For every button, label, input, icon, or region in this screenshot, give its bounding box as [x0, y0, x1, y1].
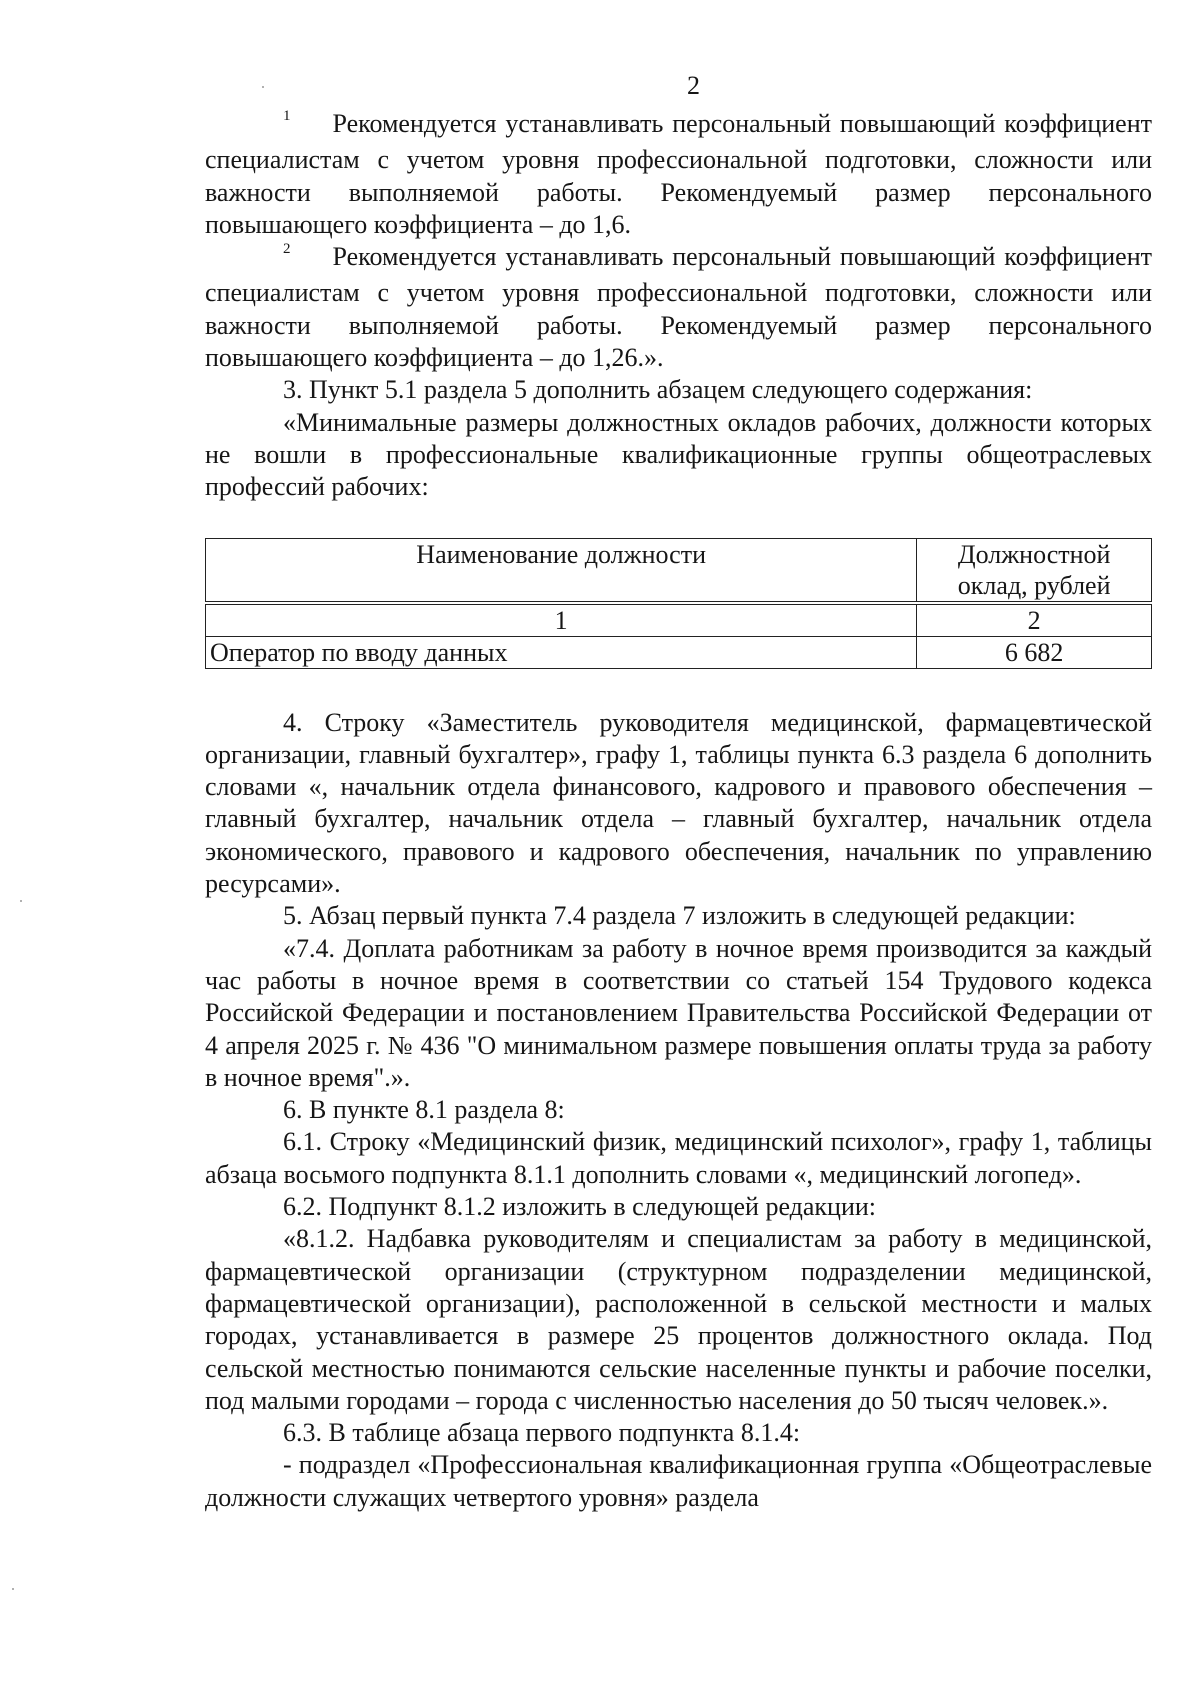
table-header-row	[206, 538, 1152, 603]
paragraph-item-4: 4. Строку «Заместитель руководителя медицинской, фармацевтической организации, главный бухгалтер», графу 1, таблицы пункта 6.3 раздела 6 дополнить словами «, начальник отдела финансового, кадрового и правового обеспечения – главный бухгалтер, начальник отдела – главный бухгалтер, начальник отдела экономического, правового и кадрового обеспечения, начальник по управлению ресурсами».	[205, 707, 1152, 899]
document-page	[205, 70, 1152, 1514]
table-column-numbers-row	[206, 603, 1152, 637]
paragraph-item-6-1: 6.1. Строку «Медицинский физик, медицинский психолог», графу 1, таблицы абзаца восьмого подпункта 8.1.1 дополнить словами «, медицинский логопед».	[205, 1127, 1152, 1189]
paragraph-item-6: 6. В пункте 8.1 раздела 8:	[283, 1095, 565, 1125]
footnote-2	[205, 241, 1152, 374]
scan-speck	[12, 1588, 14, 1590]
column-number-1: 1	[206, 603, 917, 637]
footnote-marker: 1	[283, 108, 291, 124]
paragraph-item-3: 3. Пункт 5.1 раздела 5 дополнить абзацем следующего содержания:	[283, 375, 1033, 405]
paragraph-subsection: - подраздел «Профессиональная квалификационная группа «Общеотраслевые должности служащих четвертого уровня» раздела	[205, 1450, 1152, 1512]
position-name-cell: Оператор по вводу данных	[206, 636, 917, 668]
header-position-name: Наименование должности	[206, 538, 917, 603]
salary-cell: 6 682	[917, 636, 1152, 668]
paragraph-item-6-2: 6.2. Подпункт 8.1.2 изложить в следующей редакции:	[283, 1192, 877, 1222]
footnote-text: Рекомендуется устанавливать персональный повышающий коэффициент специалистам с учетом уровня профессиональной подготовки, сложности или важности выполняемой работы. Рекомендуемый размер персонального повышающего коэффициента – до 1,26.».	[205, 242, 1152, 373]
paragraph-min-salaries: «Минимальные размеры должностных окладов рабочих, должности которых не вошли в профессиональные квалификационные группы общеотраслевых профессий рабочих:	[205, 407, 1152, 502]
paragraph-item-5: 5. Абзац первый пункта 7.4 раздела 7 изложить в следующей редакции:	[283, 901, 1076, 931]
header-salary: Должностной оклад, рублей	[917, 538, 1152, 603]
table-row	[206, 636, 1152, 668]
paragraph-item-6-3: 6.3. В таблице абзаца первого подпункта 8.1.4:	[283, 1418, 801, 1448]
paragraph-8-1-2: «8.1.2. Надбавка руководителям и специалистам за работу в медицинской, фармацевтической организации (структурном подразделении медицинской, фармацевтической организации), расположенной в сельской местности и малых городах, устанавливается в размере 25 процентов должностного оклада. Под сельской местностью понимаются сельские населенные пункты и рабочие поселки, под малыми городами – города с численностью населения до 50 тысяч человек.».	[205, 1224, 1152, 1415]
paragraph-7-4: «7.4. Доплата работникам за работу в ночное время производится за каждый час работы в ночное время в соответствии со статьей 154 Трудового кодекса Российской Федерации и постановлением Правительства Российской Федерации от 4 апреля 2025 г. № 436 "О минимальном размере повышения оплаты труда за работу в ночное время".».	[205, 933, 1152, 1092]
footnote-text: Рекомендуется устанавливать персональный повышающий коэффициент специалистам с учетом уровня профессиональной подготовки, сложности или важности выполняемой работы. Рекомендуемый размер персонального повышающего коэффициента – до 1,6.	[205, 109, 1152, 239]
footnote-1	[205, 108, 1152, 241]
column-number-2: 2	[917, 603, 1152, 637]
salary-table	[205, 538, 1152, 669]
scan-speck	[20, 900, 22, 902]
page-number: 2	[687, 71, 700, 100]
footnote-marker: 2	[283, 241, 291, 258]
scan-speck	[262, 86, 264, 88]
